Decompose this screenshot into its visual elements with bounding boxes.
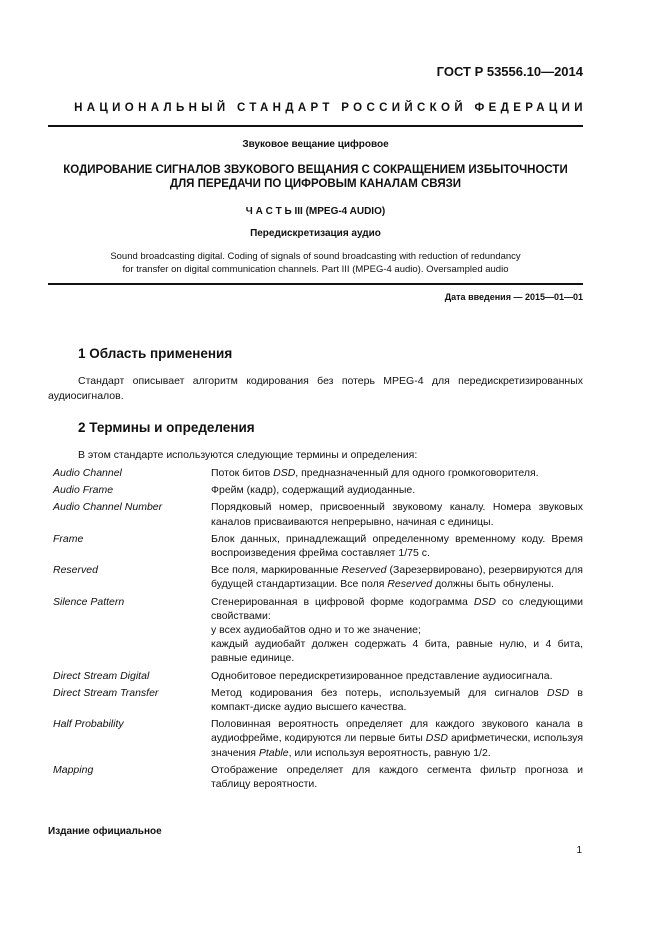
term-definition: Блок данных, принадлежащий определенному временному коду. Время воспроизведения фрейма составляет 1/75 с. [211,532,583,560]
section-1-text: Стандарт описывает алгоритм кодирования без потерь MPEG-4 для передискретизированных аудиосигналов. [48,375,583,402]
term-name: Audio Frame [53,484,114,497]
term-row [48,483,583,497]
term-definition: Фрейм (кадр), содержащий аудиоданные. [211,484,416,497]
term-definition: Отображение определяет для каждого сегмента фильтр прогноза и таблицу вероятности. [211,763,583,791]
term-name: Direct Stream Transfer [53,686,159,699]
english-title-line-1: Sound broadcasting digital. Coding of signals of sound broadcasting with reduction of redundancy [110,251,521,262]
term-name: Half Probability [53,718,124,731]
term-row [48,466,583,480]
term-row [48,763,583,791]
term-row [48,717,583,760]
term-definition: Однобитовое передискретизированное представление аудиосигнала. [211,669,553,682]
subtitle: Передискретизация аудио [250,228,381,239]
english-title-line-2: for transfer on digital communication channels. Part III (MPEG-4 audio). Oversampled audio [122,264,509,275]
term-row [48,500,583,528]
section-2-intro: В этом стандарте используются следующие термины и определения: [78,449,418,461]
term-name: Frame [53,532,84,545]
intro-date: Дата введения — 2015—01—01 [444,292,583,302]
term-definition: Половинная вероятность определяет для каждого звукового канала в аудиофрейме, кодируются ли первые биты DSD арифметически, используя значения Ptable, или используя вероятность, равную 1/2. [211,718,583,759]
term-definition: Метод кодирования без потерь, используемый для сигналов DSD в компакт-диске аудио высшего качества. [211,686,583,714]
term-definition: Порядковый номер, присвоенный звуковому каналу. Номера звуковых каналов присваиваются непрерывно, начиная с единицы. [211,501,583,528]
title-line-2: ДЛЯ ПЕРЕДАЧИ ПО ЦИФРОВЫМ КАНАЛАМ СВЯЗИ [169,178,462,190]
document-number: ГОСТ Р 53556.10—2014 [436,64,583,79]
part-value: III (MPEG-4 AUDIO) [291,206,386,217]
section-2-heading: 2 Термины и определения [78,420,255,435]
title-line-1: КОДИРОВАНИЕ СИГНАЛОВ ЗВУКОВОГО ВЕЩАНИЯ С СОКРАЩЕНИЕМ ИЗБЫТОЧНОСТИ [63,164,568,176]
term-name: Mapping [53,763,94,776]
top-divider [48,125,583,127]
term-name: Silence Pattern [53,595,125,608]
term-name: Audio Channel [53,467,122,479]
bottom-divider [48,283,583,285]
term-definition: Все поля, маркированные Reserved (Зарезервировано), резервируются для будущей стандартизации. Все поля Reserved должны быть обнулены. [211,564,583,591]
term-definition: Поток битов DSD, предназначенный для одного громкоговорителя. [211,467,539,479]
term-row [48,595,583,666]
term-row [48,686,583,714]
term-row [48,532,583,560]
part-title [48,206,583,217]
official-edition-label: Издание официальное [48,826,162,837]
national-standard-heading: НАЦИОНАЛЬНЫЙ СТАНДАРТ РОССИЙСКОЙ ФЕДЕРАЦИИ [74,102,587,114]
term-row [48,563,583,591]
term-definition: Сгенерированная в цифровой форме кодограмма DSD со следующими свойствами: у всех аудиобайтов одно и то же значение; каждый аудиобайт должен содержать 4 бита, равные нулю, и 4 бита, равные единице. [211,595,583,665]
term-name: Direct Stream Digital [53,669,150,682]
part-label: Ч А С Т Ь [245,206,292,217]
term-name: Audio Channel Number [53,501,163,514]
terms-list [48,466,583,794]
section-1-heading: 1 Область применения [78,346,233,361]
term-row [48,669,583,683]
page-number: 1 [576,845,582,856]
term-name: Reserved [53,564,98,577]
standard-category: Звуковое вещание цифровое [242,139,389,150]
